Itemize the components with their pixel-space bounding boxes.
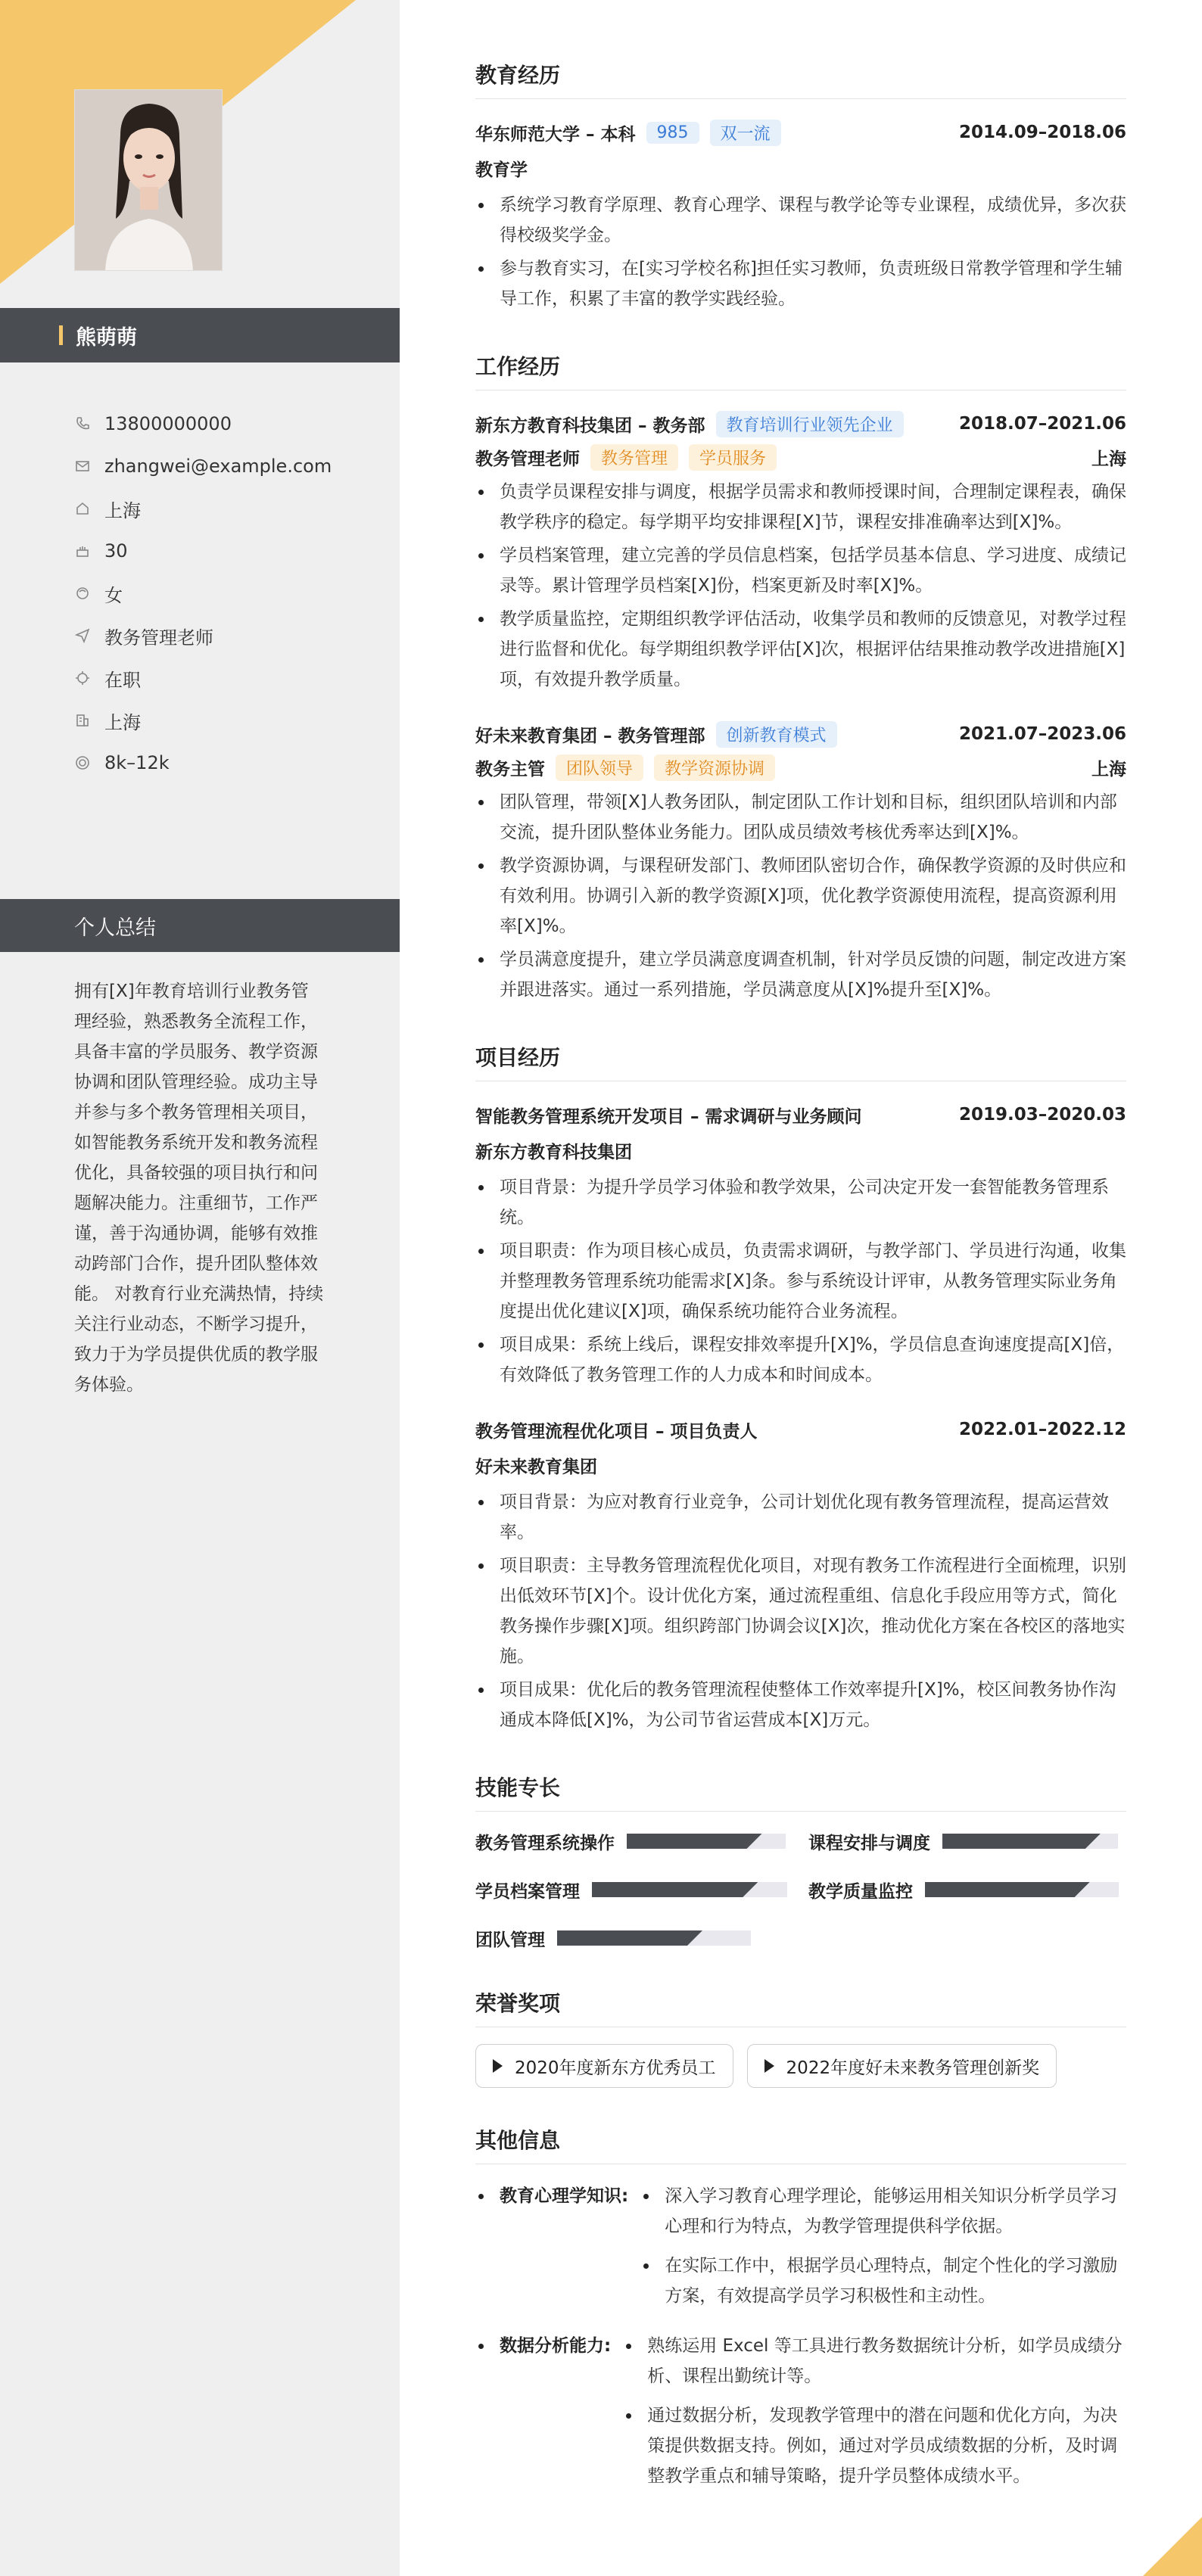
contact-text: 13800000000	[104, 413, 232, 434]
contact-age	[74, 530, 332, 572]
award-item	[747, 2044, 1057, 2088]
role-row	[475, 440, 1126, 474]
main-content	[475, 59, 1126, 2537]
summary-text: 拥有[X]年教育培训行业教务管理经验，熟悉教务全流程工作，具备丰富的学员服务、教学资源协调和团队管理经验。成功主导并参与多个教务管理相关项目，如智能教务系统开发和教务流程优化，具备较强的项目执行和问题解决能力。注重细节，工作严谨，善于沟通协调，能够有效推动跨部门合作，提升团队整体效能。 对教育行业充满热情，持续关注行业动态，不断学习提升，致力于为学员提供优质的教学服务体验。	[74, 982, 324, 1395]
entry-header	[475, 407, 1126, 440]
bullet-list	[623, 2331, 1126, 2500]
skill-bar	[925, 1882, 1119, 1897]
list-item: 教学资源协调，与课程研发部门、教师团队密切合作，确保教学资源的及时供应和有效利用。协调引入新的教学资源[X]项，优化教学资源使用流程，提高资源利用率[X]%。	[475, 851, 1126, 941]
name-bar	[0, 308, 400, 362]
contact-position	[74, 614, 332, 657]
skill-item	[808, 1877, 1126, 1902]
skill-item	[475, 1877, 808, 1902]
list-item: 项目背景：为提升学员学习体验和教学效果，公司决定开发一套智能教务管理系统。	[475, 1172, 1126, 1233]
skill-item	[475, 1828, 808, 1854]
location: 上海	[1091, 449, 1126, 469]
skill-label: 学员档案管理	[475, 1881, 580, 1902]
entry-header	[475, 717, 1126, 751]
other-item	[475, 2331, 1126, 2500]
list-item: 负责学员课程安排与调度，根据学员需求和教师授课时间，合理制定课程表，确保教学秩序的稳定。每学期平均安排课程[X]节，课程安排准确率达到[X]%。	[475, 477, 1126, 537]
contact-text: 女	[104, 584, 123, 606]
role: 教务主管	[475, 759, 545, 779]
major: 教育学	[475, 160, 528, 180]
contact-salary	[74, 742, 332, 784]
other-item	[475, 2181, 1126, 2320]
section-title: 项目经历	[475, 1041, 1126, 1081]
phone-icon	[74, 415, 91, 432]
contact-text: 上海	[104, 711, 141, 733]
contact-location	[74, 487, 332, 530]
tag: 团队领导	[556, 754, 643, 781]
entry-header	[475, 116, 1126, 149]
profile-name: 熊萌萌	[76, 325, 137, 350]
list-item: 项目成果：优化后的教务管理流程使整体工作效率提升[X]%，校区间教务协作沟通成本降低[X]%，为公司节省运营成本[X]万元。	[475, 1675, 1126, 1735]
tag: 985	[646, 122, 699, 144]
list-item: 学员档案管理，建立完善的学员信息档案，包括学员基本信息、学习进度、成绩记录等。累计管理学员档案[X]份，档案更新及时率[X]%。	[475, 540, 1126, 601]
list-item: 深入学习教育心理学理论，能够运用相关知识分析学员学习心理和行为特点，为教学管理提供科学依据。	[640, 2181, 1126, 2242]
skill-fill	[592, 1882, 758, 1897]
home-icon	[74, 500, 91, 517]
role-row	[475, 751, 1126, 784]
tag: 教育培训行业领先企业	[716, 411, 904, 437]
date-range: 2019.03–2020.03	[958, 1105, 1126, 1125]
building-icon	[74, 712, 91, 729]
play-icon	[493, 2059, 503, 2073]
contact-text: zhangwei@example.com	[104, 456, 332, 477]
contact-text: 教务管理老师	[104, 627, 213, 649]
list-item: 项目职责：作为项目核心成员，负责需求调研，与教学部门、学员进行沟通，收集并整理教务管理系统功能需求[X]条。参与系统设计评审，从教务管理实际业务角度提出优化建议[X]项，确保系统功能符合业务流程。	[475, 1236, 1126, 1327]
work-entry	[475, 407, 1126, 695]
list-item: 项目成果：系统上线后，课程安排效率提升[X]%，学员信息查询速度提高[X]倍，有效降低了教务管理工作的人力成本和时间成本。	[475, 1330, 1126, 1390]
entry-header	[475, 1413, 1126, 1446]
status-icon	[74, 670, 91, 686]
skills-grid	[475, 1828, 1126, 1951]
bullet-list	[475, 1487, 1126, 1735]
list-item: 团队管理，带领[X]人教务团队，制定团队工作计划和目标，组织团队培训和内部交流，提升团队整体业务能力。团队成员绩效考核优秀率达到[X]%。	[475, 787, 1126, 848]
location: 上海	[1091, 759, 1126, 779]
tag: 学员服务	[689, 444, 777, 471]
other-label: 数据分析能力:	[500, 2336, 612, 2356]
list-item: 系统学习教育学原理、教育心理学、课程与教学论等专业课程，成绩优异，多次获得校级奖学金。	[475, 190, 1126, 250]
work-entry	[475, 717, 1126, 1005]
list-item: 项目背景：为应对教育行业竞争，公司计划优化现有教务管理流程，提高运营效率。	[475, 1487, 1126, 1548]
age-icon	[74, 543, 91, 559]
skill-label: 教务管理系统操作	[475, 1833, 615, 1853]
contact-text: 8k–12k	[104, 752, 170, 773]
section-title: 其他信息	[475, 2124, 1126, 2164]
skill-fill	[627, 1834, 762, 1849]
contact-text: 30	[104, 540, 128, 562]
skills-section	[475, 1772, 1126, 1951]
company-name: 新东方教育科技集团 – 教务部	[475, 415, 705, 436]
project-entry	[475, 1098, 1126, 1390]
skill-fill	[557, 1930, 702, 1946]
avatar	[74, 89, 223, 271]
skill-item	[808, 1828, 1126, 1854]
skill-bar	[557, 1930, 751, 1946]
list-item: 在实际工作中，根据学员心理特点，制定个性化的学习激励方案，有效提高学员学习积极性和主动性。	[640, 2251, 1126, 2311]
bullet-list	[475, 1172, 1126, 1390]
skill-label: 团队管理	[475, 1930, 545, 1950]
date-range: 2014.09–2018.06	[958, 123, 1126, 142]
contact-text: 上海	[104, 499, 141, 521]
skill-fill	[925, 1882, 1090, 1897]
work-section	[475, 350, 1126, 1005]
salary-icon	[74, 754, 91, 771]
corner-decoration	[1143, 2517, 1202, 2576]
contact-text: 在职	[104, 669, 141, 691]
award-label: 2020年度新东方优秀员工	[515, 2058, 716, 2078]
project-name: 教务管理流程优化项目 – 项目负责人	[475, 1421, 758, 1442]
other-section	[475, 2124, 1126, 2500]
summary-title: 个人总结	[0, 899, 400, 952]
section-title: 技能专长	[475, 1772, 1126, 1812]
send-icon	[74, 627, 91, 644]
company-name: 好未来教育集团 – 教务管理部	[475, 726, 705, 746]
list-item: 熟练运用 Excel 等工具进行教务数据统计分析，如学员成绩分析、课程出勤统计等。	[623, 2331, 1126, 2391]
bullet-list	[475, 477, 1126, 695]
list-item: 项目职责：主导教务管理流程优化项目，对现有教务工作流程进行全面梳理，识别出低效环节[X]个。设计优化方案，通过流程重组、信息化手段应用等方式，简化教务操作步骤[X]项。组织跨部门协调会议[X]次，推动优化方案在各校区的落地实施。	[475, 1551, 1126, 1672]
entry-header	[475, 1098, 1126, 1131]
awards-section	[475, 1987, 1126, 2088]
contact-list	[74, 403, 332, 784]
sidebar	[0, 0, 400, 2576]
skill-item	[475, 1925, 808, 1951]
list-item: 参与教育实习，在[实习学校名称]担任实习教师，负责班级日常教学管理和学生辅导工作，积累了丰富的教学实践经验。	[475, 254, 1126, 314]
award-item	[475, 2044, 733, 2088]
mail-icon	[74, 458, 91, 474]
list-item: 教学质量监控，定期组织教学评估活动，收集学员和教师的反馈意见，对教学过程进行监督和优化。每学期组织教学评估[X]次，根据评估结果推动教学改进措施[X]项，有效提升教学质量。	[475, 604, 1126, 695]
tag: 教学资源协调	[654, 754, 775, 781]
gender-icon	[74, 585, 91, 602]
date-range: 2018.07–2021.06	[958, 414, 1126, 434]
contact-city	[74, 699, 332, 742]
skill-bar	[942, 1834, 1118, 1849]
other-label: 教育心理学知识:	[500, 2186, 629, 2206]
projects-section	[475, 1041, 1126, 1735]
skill-fill	[942, 1834, 1101, 1849]
skill-label: 课程安排与调度	[808, 1833, 930, 1853]
school-name: 华东师范大学 – 本科	[475, 124, 636, 145]
tag: 创新教育模式	[716, 721, 837, 748]
contact-phone	[74, 403, 332, 445]
bullet-list	[475, 190, 1126, 314]
list-item: 学员满意度提升，建立学员满意度调查机制，针对学员反馈的问题，制定改进方案并跟进落实。通过一系列措施，学员满意度从[X]%提升至[X]%。	[475, 944, 1126, 1005]
bullet-list	[640, 2181, 1126, 2320]
name-accent	[59, 325, 63, 345]
date-range: 2022.01–2022.12	[958, 1420, 1126, 1439]
contact-email	[74, 445, 332, 487]
skill-label: 教学质量监控	[808, 1881, 913, 1902]
section-title: 教育经历	[475, 59, 1126, 99]
list-item: 通过数据分析，发现教学管理中的潜在问题和优化方向，为决策提供数据支持。例如，通过对学员成绩数据的分析，及时调整教学重点和辅导策略，提升学员整体成绩水平。	[623, 2400, 1126, 2491]
project-org: 新东方教育科技集团	[475, 1142, 632, 1162]
project-entry	[475, 1413, 1126, 1735]
education-entry	[475, 116, 1126, 314]
contact-status	[74, 657, 332, 699]
date-range: 2021.07–2023.06	[958, 724, 1126, 744]
tag: 双一流	[710, 120, 781, 146]
project-org: 好未来教育集团	[475, 1457, 597, 1477]
contact-gender	[74, 572, 332, 614]
tag: 教务管理	[590, 444, 678, 471]
education-section	[475, 59, 1126, 314]
bullet-list	[475, 787, 1126, 1005]
skill-bar	[592, 1882, 787, 1897]
section-title: 荣誉奖项	[475, 1987, 1126, 2027]
skill-bar	[627, 1834, 786, 1849]
awards-list	[475, 2044, 1126, 2088]
award-label: 2022年度好未来教务管理创新奖	[786, 2058, 1040, 2078]
section-title: 工作经历	[475, 350, 1126, 390]
project-name: 智能教务管理系统开发项目 – 需求调研与业务顾问	[475, 1106, 862, 1127]
play-icon	[764, 2059, 774, 2073]
role: 教务管理老师	[475, 449, 580, 469]
